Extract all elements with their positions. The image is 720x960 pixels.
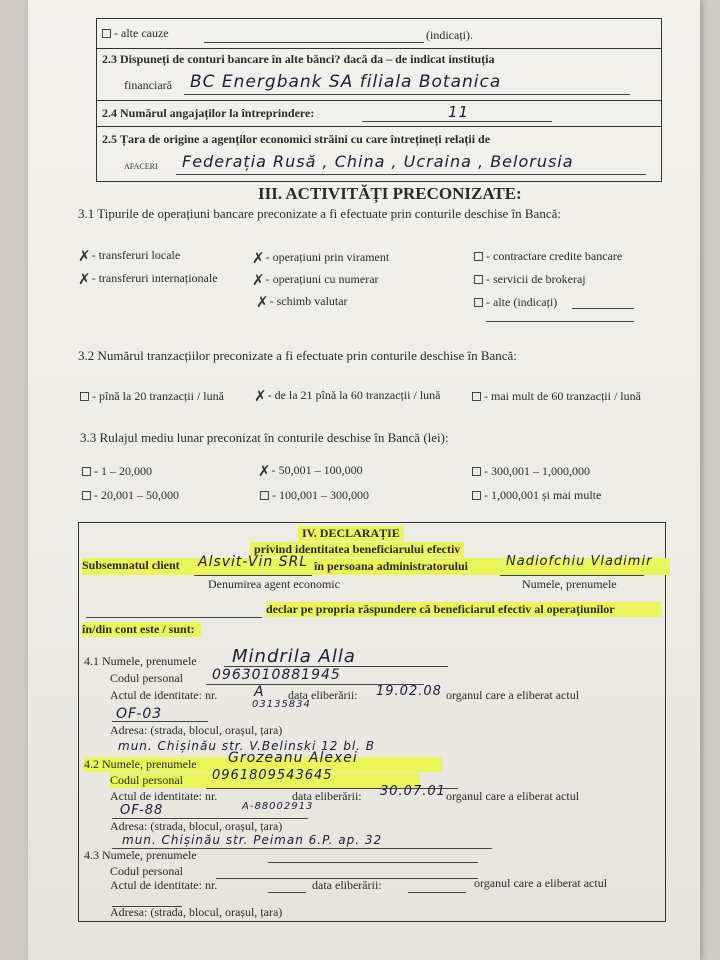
q32-label: 3.2 Numărul tranzacțiilor preconizate a fi efectuate prin conturile deschise în Bancă: — [78, 348, 517, 363]
q33-option-4[interactable]: - 100,001 – 300,000 — [260, 488, 369, 503]
person2-id-number: 88002913 — [254, 801, 314, 812]
x-mark-icon: ✗ — [258, 462, 271, 480]
client-mid: în persoana administratorului — [314, 559, 469, 573]
person2-code-label: Codul personal — [110, 773, 420, 788]
person3-name-label: 4.3 Numele, prenumele — [84, 848, 197, 862]
x-mark-icon: ✗ — [78, 247, 91, 265]
q31-option-valutar[interactable]: ✗- schimb valutar — [256, 293, 348, 311]
underline — [362, 121, 552, 122]
q33-option-2[interactable]: - 20,001 – 50,000 — [82, 488, 179, 503]
person2-addr-label: Adresa: (strada, blocul, orașul, țara) — [110, 819, 283, 833]
person3-id-field[interactable] — [268, 892, 306, 893]
q33-option-6[interactable]: - 1,000,001 și mai multe — [472, 488, 601, 503]
checkbox[interactable] — [102, 29, 111, 38]
person3-date-field[interactable] — [408, 892, 466, 893]
q32-option-1[interactable]: - pînă la 20 tranzacții / lună — [80, 389, 224, 404]
person3-code-label: Codul personal — [110, 864, 183, 878]
section3-title: III. ACTIVITĂȚI PRECONIZATE: — [258, 184, 522, 203]
q31-label: 3.1 Tipurile de operațiuni bancare preconizate a fi efectuate prin conturile deschise în Bancă: — [78, 206, 561, 221]
table-divider — [96, 100, 662, 101]
q33-option-3[interactable]: ✗- 50,001 – 100,000 — [258, 462, 363, 480]
checkbox — [474, 275, 483, 284]
person2-issuer-label: organul care a eliberat actul — [446, 789, 580, 803]
person2-address[interactable]: mun. Chișinău str. Peiman 6.P. ap. 32 — [122, 833, 383, 847]
checkbox — [472, 392, 481, 401]
underline — [500, 575, 644, 576]
admin-name[interactable]: Nadiofchiu Vladimir — [506, 554, 653, 569]
declar-text-2: în/din cont este / sunt: — [82, 622, 201, 637]
q33-option-5[interactable]: - 300,001 – 1,000,000 — [472, 464, 590, 479]
person1-issuer-label: organul care a eliberat actul — [446, 688, 580, 702]
section4-subtitle: privind identitatea beneficiarului efectiv — [250, 542, 464, 557]
q31-option-credite[interactable]: - contractare credite bancare — [474, 249, 622, 264]
person1-addr-label: Adresa: (strada, blocul, orașul, țara) — [110, 723, 283, 737]
x-mark-icon: ✗ — [78, 270, 91, 288]
x-mark-icon: ✗ — [252, 249, 265, 267]
agent-caption: Denumirea agent economic — [208, 577, 340, 591]
q24-label: 2.4 Numărul angajaților la întreprindere: — [102, 106, 315, 120]
q25-prefix: afaceri — [124, 158, 158, 172]
table-divider — [96, 48, 662, 49]
person1-name[interactable]: Mindrila Alla — [232, 646, 356, 667]
person2-id-label: Actul de identitate: nr. — [110, 789, 218, 803]
person3-issuer-label: organul care a eliberat actul — [474, 876, 608, 890]
x-mark-icon: ✗ — [252, 271, 265, 289]
person2-id-field[interactable] — [242, 801, 313, 812]
checkbox — [260, 491, 269, 500]
table-divider — [96, 126, 662, 127]
q24-answer[interactable]: 11 — [448, 103, 470, 121]
person1-id-label: Actul de identitate: nr. — [110, 688, 218, 702]
checkbox — [472, 467, 481, 476]
checkbox — [474, 252, 483, 261]
x-mark-icon: ✗ — [254, 387, 267, 405]
underline — [194, 575, 312, 576]
person1-address[interactable]: mun. Chișinău str. V.Belinski 12 bl. B — [118, 739, 376, 753]
underline — [176, 174, 646, 175]
underline — [486, 321, 634, 322]
person1-id-series[interactable]: A — [254, 684, 265, 700]
person1-name-label: 4.1 Numele, prenumele — [84, 654, 197, 668]
q23-label: 2.3 Dispuneți de conturi bancare în alte bănci? dacă da – de indicat instituția — [102, 52, 495, 66]
person1-issuer[interactable]: OF-03 — [116, 706, 163, 722]
person2-name-label: 4.2 Numele, prenumele — [84, 757, 442, 772]
other-causes-row — [102, 26, 169, 41]
underline — [184, 94, 630, 95]
person1-code[interactable]: 0963010881945 — [212, 667, 341, 683]
q31-option-local[interactable]: ✗- transferuri locale — [78, 247, 181, 265]
q23-prefix: financiară — [124, 78, 172, 92]
person3-addr-label: Adresa: (strada, blocul, orașul, țara) — [110, 905, 283, 919]
checkbox — [82, 467, 91, 476]
person1-id-number[interactable]: 03135834 — [252, 699, 311, 710]
q31-option-virament[interactable]: ✗- operațiuni prin virament — [252, 249, 390, 267]
person2-code[interactable]: 0961809543645 — [212, 768, 333, 783]
person3-name-field[interactable] — [268, 862, 478, 863]
section4-title: IV. DECLARAȚIE — [298, 526, 404, 541]
person2-issuer[interactable]: OF-88 — [120, 803, 164, 818]
q33-label: 3.3 Rulajul mediu lunar preconizat în conturile deschise în Bancă (lei): — [80, 430, 449, 445]
person2-id-series: A- — [242, 801, 255, 812]
person3-id-label: Actul de identitate: nr. — [110, 878, 218, 892]
person2-name[interactable]: Grozeanu Alexei — [228, 750, 358, 766]
checkbox — [472, 491, 481, 500]
q32-option-3[interactable]: - mai mult de 60 tranzacții / lună — [472, 389, 641, 404]
person1-date-label: data eliberării: — [288, 688, 358, 702]
other-causes-label: - alte cauze — [114, 26, 169, 40]
name-caption: Numele, prenumele — [522, 577, 617, 591]
underline — [112, 721, 208, 722]
q25-answer[interactable]: Federația Rusă , China , Ucraina , Belorusia — [182, 152, 574, 171]
q31-option-brokeraj[interactable]: - servicii de brokeraj — [474, 272, 586, 287]
q31-option-numerar[interactable]: ✗- operațiuni cu numerar — [252, 271, 379, 289]
q25-label: 2.5 Țara de origine a agenților economici străini cu care întrețineți relații de — [102, 132, 491, 146]
q23-answer[interactable]: BC Energbank SA filiala Botanica — [190, 72, 502, 92]
person1-date[interactable]: 19.02.08 — [376, 684, 442, 699]
checkbox — [474, 298, 483, 307]
q33-option-1[interactable]: - 1 – 20,000 — [82, 464, 152, 479]
person2-date-label: data eliberării: — [292, 789, 362, 803]
x-mark-icon: ✗ — [256, 293, 269, 311]
q31-option-international[interactable]: ✗- transferuri internaționale — [78, 270, 218, 288]
underline — [572, 308, 634, 309]
checkbox — [80, 392, 89, 401]
declar-text: declar pe propria răspundere că beneficiarul efectiv al operațiunilor — [266, 602, 662, 617]
q31-option-alte[interactable]: - alte (indicați) — [474, 295, 557, 310]
client-name[interactable]: Alsvit-Vin SRL — [198, 554, 309, 570]
form-page — [28, 0, 700, 960]
underline — [204, 42, 424, 43]
q32-option-2[interactable]: ✗- de la 21 pînă la 60 tranzacții / lună — [254, 387, 441, 405]
person1-code-label: Codul personal — [110, 671, 183, 685]
underline — [86, 617, 262, 618]
person3-date-label: data eliberării: — [312, 878, 382, 892]
checkbox — [82, 491, 91, 500]
other-causes-hint: (indicați). — [426, 28, 473, 42]
person2-date[interactable]: 30.07.01 — [380, 784, 446, 799]
client-line: Subsemnatul client — [82, 558, 670, 575]
